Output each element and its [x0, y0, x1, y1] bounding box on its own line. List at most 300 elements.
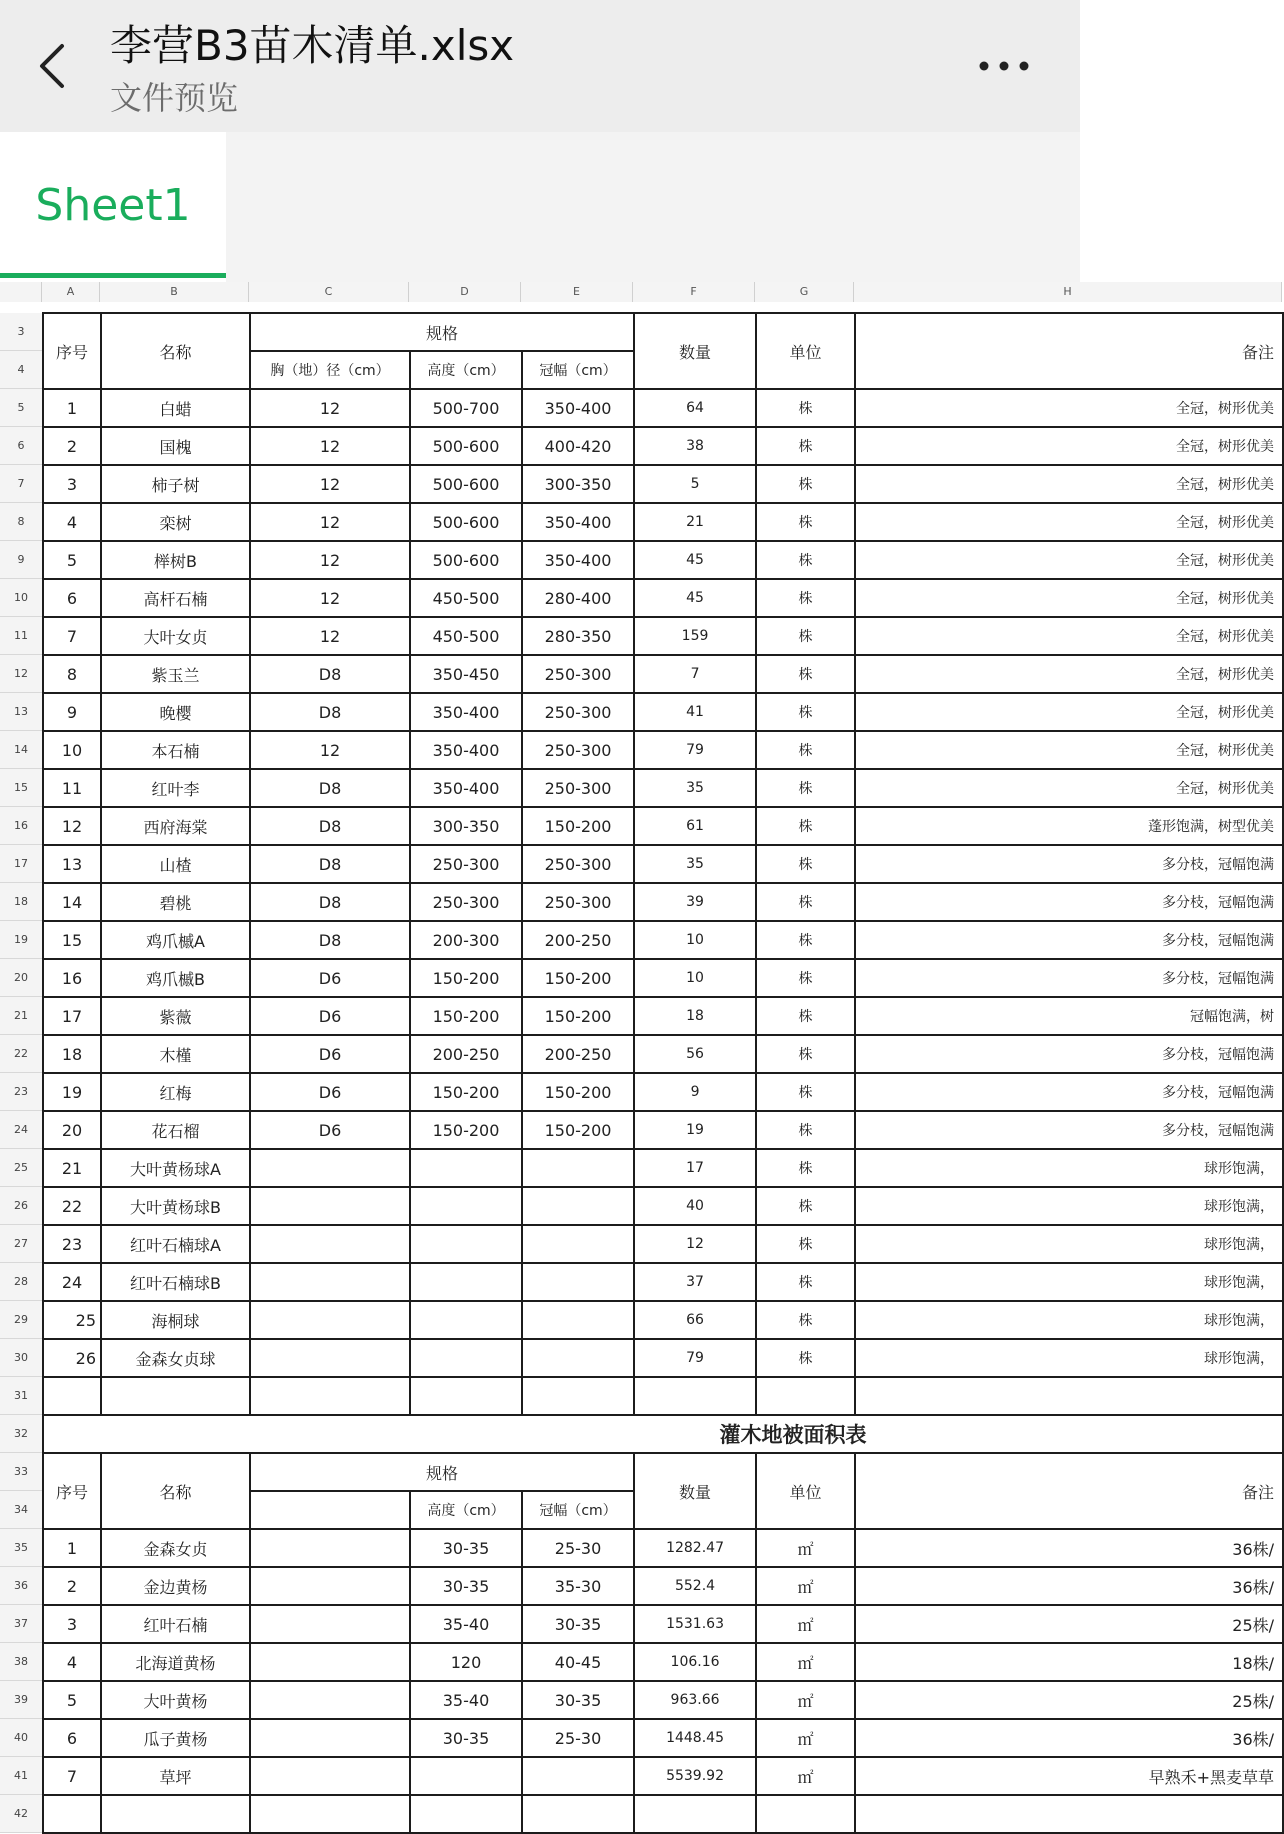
header-name: 名称	[101, 1453, 250, 1529]
cell-remark: 全冠，树形优美	[855, 617, 1283, 655]
row-number[interactable]: 38	[0, 1643, 42, 1681]
empty-cell	[756, 1795, 855, 1833]
row-number[interactable]: 23	[0, 1073, 42, 1111]
cell-qty: 39	[634, 883, 756, 921]
cell-unit: 株	[756, 921, 855, 959]
cell-no: 11	[43, 769, 101, 807]
table1-row	[43, 845, 1283, 883]
row-number[interactable]: 6	[0, 427, 42, 465]
cell-no: 24	[43, 1263, 101, 1301]
cell-name: 大叶黄杨球A	[101, 1149, 250, 1187]
cell-no: 6	[43, 1719, 101, 1757]
file-title: 李营B3苗木清单.xlsx	[110, 21, 515, 70]
cell-crown: 150-200	[522, 1111, 634, 1149]
cell-no: 13	[43, 845, 101, 883]
cell-no: 1	[43, 389, 101, 427]
header-no: 序号	[43, 313, 101, 389]
sheet-tab-bar	[0, 132, 1080, 282]
column-header-f[interactable]: F	[633, 282, 755, 302]
cell-height: 120	[410, 1643, 522, 1681]
cell-crown	[522, 1187, 634, 1225]
table1-row	[43, 959, 1283, 997]
row-number[interactable]: 36	[0, 1567, 42, 1605]
cell-remark: 全冠，树形优美	[855, 541, 1283, 579]
table1-row	[43, 769, 1283, 807]
more-horizontal-icon[interactable]	[968, 36, 1048, 96]
row-number[interactable]: 3	[0, 313, 42, 351]
cell-height: 150-200	[410, 1073, 522, 1111]
cell-crown: 30-35	[522, 1681, 634, 1719]
cell-name: 金森女贞	[101, 1529, 250, 1567]
table1-row	[43, 997, 1283, 1035]
cell-qty: 159	[634, 617, 756, 655]
cell-unit: 株	[756, 1187, 855, 1225]
cell-height: 35-40	[410, 1605, 522, 1643]
table1-row	[43, 807, 1283, 845]
column-header-e[interactable]: E	[521, 282, 633, 302]
cell-no: 10	[43, 731, 101, 769]
cell-height: 250-300	[410, 845, 522, 883]
cell-no: 15	[43, 921, 101, 959]
row-number[interactable]: 33	[0, 1453, 42, 1491]
cell-qty: 37	[634, 1263, 756, 1301]
cell-dbh: D8	[250, 921, 410, 959]
cell-name: 瓜子黄杨	[101, 1719, 250, 1757]
row-number[interactable]: 21	[0, 997, 42, 1035]
cell-qty: 45	[634, 579, 756, 617]
row-number[interactable]: 14	[0, 731, 42, 769]
spreadsheet-view[interactable]	[0, 282, 1275, 1820]
cell-height: 30-35	[410, 1719, 522, 1757]
cell-dbh: 12	[250, 541, 410, 579]
cell-height: 200-300	[410, 921, 522, 959]
empty-cell	[250, 1567, 410, 1605]
empty-cell	[101, 1795, 250, 1833]
cell-height: 30-35	[410, 1529, 522, 1567]
column-header-b[interactable]: B	[100, 282, 249, 302]
cell-height: 450-500	[410, 617, 522, 655]
cell-crown: 150-200	[522, 807, 634, 845]
table1-header-row	[43, 313, 1283, 351]
cell-qty: 66	[634, 1301, 756, 1339]
table1-row	[43, 883, 1283, 921]
empty-cell	[410, 1795, 522, 1833]
cell-crown: 250-300	[522, 845, 634, 883]
row-number[interactable]: 37	[0, 1605, 42, 1643]
cell-no: 4	[43, 1643, 101, 1681]
cell-qty: 21	[634, 503, 756, 541]
row-number[interactable]: 32	[0, 1415, 42, 1453]
cell-qty: 45	[634, 541, 756, 579]
row-number[interactable]: 9	[0, 541, 42, 579]
top-bar	[0, 0, 1080, 132]
empty-cell	[634, 1795, 756, 1833]
cell-unit: 株	[756, 997, 855, 1035]
table2-row	[43, 1567, 1283, 1605]
cell-height: 500-600	[410, 503, 522, 541]
cell-remark: 球形饱满，	[855, 1263, 1283, 1301]
table2-row	[43, 1605, 1283, 1643]
cell-height: 150-200	[410, 1111, 522, 1149]
cell-dbh: D6	[250, 1073, 410, 1111]
cell-remark: 全冠，树形优美	[855, 655, 1283, 693]
cell-crown: 250-300	[522, 769, 634, 807]
cell-remark: 全冠，树形优美	[855, 503, 1283, 541]
cell-height: 30-35	[410, 1567, 522, 1605]
corner-cell	[0, 282, 42, 302]
active-tab-indicator	[0, 273, 226, 278]
cell-name: 红叶石楠	[101, 1605, 250, 1643]
empty-cell	[250, 1377, 410, 1415]
cell-crown: 35-30	[522, 1567, 634, 1605]
cell-remark: 早熟禾+黑麦草草	[855, 1757, 1283, 1795]
row-number[interactable]: 31	[0, 1377, 42, 1415]
cell-no: 22	[43, 1187, 101, 1225]
cell-name: 西府海棠	[101, 807, 250, 845]
cell-remark: 36株/	[855, 1529, 1283, 1567]
column-header-h[interactable]: H	[854, 282, 1282, 302]
row-number[interactable]: 29	[0, 1301, 42, 1339]
cell-no: 25	[43, 1301, 101, 1339]
table1-row	[43, 1301, 1283, 1339]
table2-row	[43, 1719, 1283, 1757]
row-number[interactable]: 12	[0, 655, 42, 693]
cell-unit: 株	[756, 845, 855, 883]
cell-crown	[522, 1263, 634, 1301]
cell-qty: 38	[634, 427, 756, 465]
row-number[interactable]: 8	[0, 503, 42, 541]
table1-row	[43, 731, 1283, 769]
cell-name: 大叶黄杨球B	[101, 1187, 250, 1225]
cell-crown: 25-30	[522, 1719, 634, 1757]
cell-qty: 79	[634, 731, 756, 769]
cell-height: 300-350	[410, 807, 522, 845]
tab-sheet1-label: Sheet1	[35, 180, 191, 231]
table1-row	[43, 1111, 1283, 1149]
cell-name: 大叶黄杨	[101, 1681, 250, 1719]
table1-row	[43, 541, 1283, 579]
cell-height: 500-600	[410, 427, 522, 465]
cell-no: 12	[43, 807, 101, 845]
cell-remark: 36株/	[855, 1567, 1283, 1605]
cell-crown: 350-400	[522, 389, 634, 427]
cell-unit: 株	[756, 693, 855, 731]
cell-qty: 10	[634, 921, 756, 959]
row-number[interactable]: 26	[0, 1187, 42, 1225]
cell-unit: ㎡	[756, 1529, 855, 1567]
cell-no: 20	[43, 1111, 101, 1149]
cell-no: 8	[43, 655, 101, 693]
cell-height	[410, 1225, 522, 1263]
cell-unit: 株	[756, 1301, 855, 1339]
empty-cell	[522, 1795, 634, 1833]
cell-qty: 79	[634, 1339, 756, 1377]
cell-no: 3	[43, 465, 101, 503]
cell-remark: 球形饱满，	[855, 1149, 1283, 1187]
cell-name: 本石楠	[101, 731, 250, 769]
empty-cell	[855, 1377, 1283, 1415]
cell-dbh: 12	[250, 465, 410, 503]
cell-qty: 61	[634, 807, 756, 845]
header-spec: 规格	[250, 1453, 634, 1491]
cell-dbh	[250, 1263, 410, 1301]
cell-dbh: D8	[250, 883, 410, 921]
cell-no: 5	[43, 1681, 101, 1719]
row-number[interactable]: 20	[0, 959, 42, 997]
tab-sheet1[interactable]	[0, 132, 226, 282]
cell-name: 木槿	[101, 1035, 250, 1073]
cell-qty: 35	[634, 845, 756, 883]
cell-height	[410, 1149, 522, 1187]
cell-height: 350-400	[410, 769, 522, 807]
cell-remark: 全冠，树形优美	[855, 731, 1283, 769]
cell-name: 鸡爪槭B	[101, 959, 250, 997]
table1-row	[43, 1263, 1283, 1301]
row-number[interactable]: 40	[0, 1719, 42, 1757]
cell-dbh: D6	[250, 997, 410, 1035]
empty-cell	[756, 1377, 855, 1415]
column-header-c[interactable]: C	[249, 282, 409, 302]
cell-no: 7	[43, 617, 101, 655]
row-number[interactable]: 39	[0, 1681, 42, 1719]
cell-unit: ㎡	[756, 1681, 855, 1719]
cell-height: 500-700	[410, 389, 522, 427]
cell-name: 红叶石楠球A	[101, 1225, 250, 1263]
row-number[interactable]: 30	[0, 1339, 42, 1377]
cell-unit: 株	[756, 389, 855, 427]
empty-cell	[250, 1529, 410, 1567]
cell-height	[410, 1339, 522, 1377]
header-unit: 单位	[756, 313, 855, 389]
cell-qty: 40	[634, 1187, 756, 1225]
row-number[interactable]: 34	[0, 1491, 42, 1529]
header-height: 高度（cm）	[410, 351, 522, 389]
table2-header-row	[43, 1453, 1283, 1491]
cell-dbh: D8	[250, 769, 410, 807]
cell-name: 草坪	[101, 1757, 250, 1795]
cell-unit: 株	[756, 1263, 855, 1301]
table1-row	[43, 1225, 1283, 1263]
cell-qty: 9	[634, 1073, 756, 1111]
cell-remark: 全冠，树形优美	[855, 427, 1283, 465]
cell-crown: 400-420	[522, 427, 634, 465]
cell-name: 白蜡	[101, 389, 250, 427]
cell-remark: 蓬形饱满，树型优美	[855, 807, 1283, 845]
cell-unit: 株	[756, 1035, 855, 1073]
cell-remark: 全冠，树形优美	[855, 769, 1283, 807]
cell-qty: 18	[634, 997, 756, 1035]
cell-crown: 250-300	[522, 883, 634, 921]
row-number[interactable]: 13	[0, 693, 42, 731]
cell-dbh	[250, 1187, 410, 1225]
cell-qty: 1282.47	[634, 1529, 756, 1567]
cell-remark: 多分枝，冠幅饱满	[855, 1111, 1283, 1149]
cell-unit: 株	[756, 465, 855, 503]
cell-qty: 963.66	[634, 1681, 756, 1719]
empty-cell	[634, 1377, 756, 1415]
row-number[interactable]: 19	[0, 921, 42, 959]
table1-row	[43, 1149, 1283, 1187]
cell-dbh	[250, 1339, 410, 1377]
cell-crown: 300-350	[522, 465, 634, 503]
cell-remark: 全冠，树形优美	[855, 465, 1283, 503]
row-number[interactable]: 24	[0, 1111, 42, 1149]
row-number[interactable]: 7	[0, 465, 42, 503]
cell-crown: 150-200	[522, 959, 634, 997]
cell-qty: 64	[634, 389, 756, 427]
cell-qty: 19	[634, 1111, 756, 1149]
column-header-a[interactable]: A	[42, 282, 100, 302]
empty-row	[43, 1795, 1283, 1833]
row-number[interactable]: 4	[0, 351, 42, 389]
cell-crown: 250-300	[522, 655, 634, 693]
cell-unit: 株	[756, 503, 855, 541]
cell-height	[410, 1187, 522, 1225]
table1-row	[43, 579, 1283, 617]
table1-row	[43, 693, 1283, 731]
cell-no: 14	[43, 883, 101, 921]
cell-no: 23	[43, 1225, 101, 1263]
row-number[interactable]: 5	[0, 389, 42, 427]
table2-title: 灌木地被面积表	[43, 1415, 1283, 1453]
cell-crown	[522, 1225, 634, 1263]
header-name: 名称	[101, 313, 250, 389]
cell-remark: 18株/	[855, 1643, 1283, 1681]
chevron-left-icon[interactable]	[28, 28, 80, 104]
cell-remark: 全冠，树形优美	[855, 389, 1283, 427]
cell-crown: 150-200	[522, 997, 634, 1035]
table2-row	[43, 1681, 1283, 1719]
cell-name: 晚樱	[101, 693, 250, 731]
row-number[interactable]: 27	[0, 1225, 42, 1263]
cell-remark: 25株/	[855, 1605, 1283, 1643]
column-header-d[interactable]: D	[409, 282, 521, 302]
row-number[interactable]: 11	[0, 617, 42, 655]
table1-row	[43, 1073, 1283, 1111]
cell-height	[410, 1301, 522, 1339]
table1-row	[43, 1187, 1283, 1225]
row-number[interactable]: 15	[0, 769, 42, 807]
cell-height: 35-40	[410, 1681, 522, 1719]
cell-name: 鸡爪槭A	[101, 921, 250, 959]
cell-no: 21	[43, 1149, 101, 1187]
cell-dbh	[250, 1149, 410, 1187]
table1-row	[43, 503, 1283, 541]
cell-unit: 株	[756, 1073, 855, 1111]
table1-row	[43, 1339, 1283, 1377]
cell-unit: 株	[756, 1149, 855, 1187]
cell-qty: 1531.63	[634, 1605, 756, 1643]
empty-cell	[43, 1377, 101, 1415]
cell-name: 栾树	[101, 503, 250, 541]
header-remark: 备注	[855, 313, 1283, 389]
cell-name: 海桐球	[101, 1301, 250, 1339]
cell-crown	[522, 1339, 634, 1377]
cell-height: 350-450	[410, 655, 522, 693]
cell-unit: 株	[756, 655, 855, 693]
row-number[interactable]: 25	[0, 1149, 42, 1187]
cell-crown: 200-250	[522, 1035, 634, 1073]
cell-qty: 1448.45	[634, 1719, 756, 1757]
cell-unit: 株	[756, 959, 855, 997]
table1-row	[43, 1035, 1283, 1073]
cell-remark: 多分枝，冠幅饱满	[855, 1073, 1283, 1111]
cell-remark: 25株/	[855, 1681, 1283, 1719]
table2-row	[43, 1757, 1283, 1795]
cell-name: 碧桃	[101, 883, 250, 921]
row-number[interactable]: 10	[0, 579, 42, 617]
row-number[interactable]: 42	[0, 1795, 42, 1833]
cell-dbh: 12	[250, 389, 410, 427]
cell-dbh: D8	[250, 845, 410, 883]
cell-height	[410, 1263, 522, 1301]
cell-dbh: D8	[250, 807, 410, 845]
cell-unit: ㎡	[756, 1757, 855, 1795]
cell-remark: 多分枝，冠幅饱满	[855, 845, 1283, 883]
cell-height: 350-400	[410, 693, 522, 731]
cell-dbh: 12	[250, 427, 410, 465]
cell-unit: ㎡	[756, 1719, 855, 1757]
cell-crown: 40-45	[522, 1643, 634, 1681]
cell-unit: 株	[756, 541, 855, 579]
row-number[interactable]: 28	[0, 1263, 42, 1301]
data-grid	[42, 312, 1284, 1834]
cell-dbh: D8	[250, 693, 410, 731]
cell-crown	[522, 1149, 634, 1187]
cell-crown: 25-30	[522, 1529, 634, 1567]
empty-cell	[250, 1681, 410, 1719]
cell-height: 200-250	[410, 1035, 522, 1073]
row-number[interactable]: 35	[0, 1529, 42, 1567]
header-dbh: 胸（地）径（cm）	[250, 351, 410, 389]
cell-crown: 150-200	[522, 1073, 634, 1111]
cell-dbh: D6	[250, 1035, 410, 1073]
cell-qty: 41	[634, 693, 756, 731]
cell-unit: 株	[756, 1339, 855, 1377]
row-number[interactable]: 41	[0, 1757, 42, 1795]
cell-qty: 56	[634, 1035, 756, 1073]
row-number[interactable]: 17	[0, 845, 42, 883]
column-header-g[interactable]: G	[755, 282, 854, 302]
table1-row	[43, 921, 1283, 959]
cell-unit: 株	[756, 579, 855, 617]
empty-cell	[855, 1795, 1283, 1833]
row-number[interactable]: 16	[0, 807, 42, 845]
cell-no: 7	[43, 1757, 101, 1795]
empty-cell	[250, 1757, 410, 1795]
cell-dbh: 12	[250, 731, 410, 769]
cell-dbh: D6	[250, 959, 410, 997]
cell-unit: 株	[756, 769, 855, 807]
cell-height: 500-600	[410, 541, 522, 579]
cell-no: 26	[43, 1339, 101, 1377]
cell-qty: 7	[634, 655, 756, 693]
cell-height: 150-200	[410, 997, 522, 1035]
row-number[interactable]: 18	[0, 883, 42, 921]
table1-row	[43, 465, 1283, 503]
empty-cell	[250, 1491, 410, 1529]
row-number[interactable]: 22	[0, 1035, 42, 1073]
cell-unit: 株	[756, 1225, 855, 1263]
cell-dbh: 12	[250, 503, 410, 541]
header-qty: 数量	[634, 1453, 756, 1529]
cell-no: 16	[43, 959, 101, 997]
header-qty: 数量	[634, 313, 756, 389]
cell-crown	[522, 1757, 634, 1795]
cell-qty: 106.16	[634, 1643, 756, 1681]
header-remark: 备注	[855, 1453, 1283, 1529]
cell-qty: 552.4	[634, 1567, 756, 1605]
